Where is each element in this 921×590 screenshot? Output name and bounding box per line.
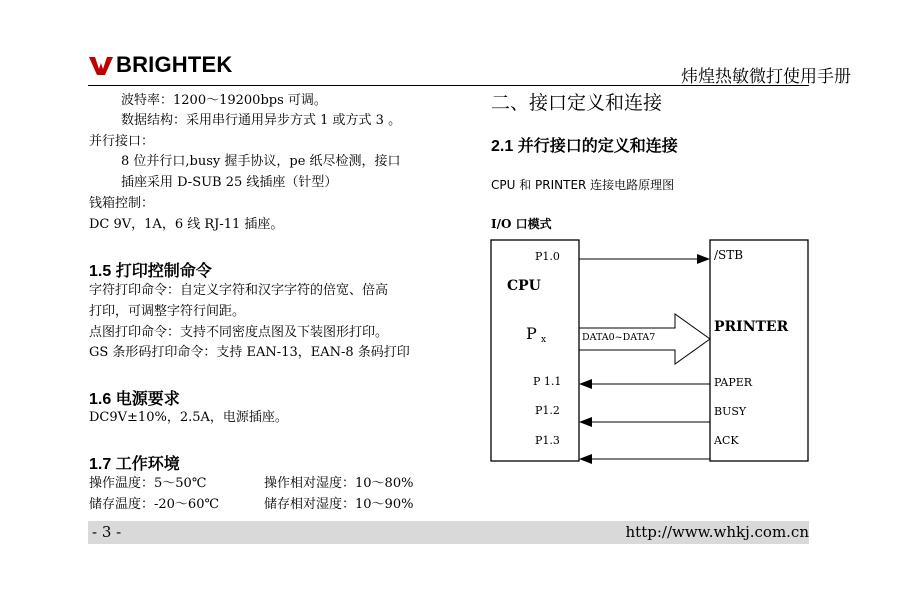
pin-label-stb: /STB xyxy=(714,248,744,262)
cpu-box xyxy=(491,240,579,461)
text-storage-humidity: 储存相对湿度：10～90% xyxy=(264,497,414,512)
document-title: 炜煌热敏微打使用手册 xyxy=(681,67,851,87)
text-line-parallel-heading: 并行接口： xyxy=(89,134,155,149)
px-subscript: x xyxy=(541,335,547,345)
cpu-label: CPU xyxy=(507,278,541,294)
footer-url: http://www.whkj.com.cn xyxy=(625,523,809,541)
text-line-char-cmd-1: 字符打印命令：自定义字符和汉字字符的倍宽、倍高 xyxy=(89,283,389,298)
text-line-baud: 波特率：1200～19200bps 可调。 xyxy=(121,93,327,108)
printer-box xyxy=(710,240,808,461)
section-heading-1-5: 1.5 打印控制命令 xyxy=(89,263,212,280)
io-mode-label: I/O 口模式 xyxy=(491,217,552,231)
text-line-char-cmd-2: 打印，可调整字符行间距。 xyxy=(89,304,246,319)
text-op-humidity: 操作相对湿度：10～80% xyxy=(264,476,414,491)
paper-arrowhead xyxy=(579,379,592,389)
text-line-cashbox-heading: 钱箱控制： xyxy=(89,196,155,211)
chapter-title: 二、接口定义和连接 xyxy=(491,92,663,114)
text-storage-temp: 储存温度：-20～60℃ xyxy=(89,497,220,512)
text-line-barcode-cmd: GS 条形码打印命令：支持 EAN-13，EAN-8 条码打印 xyxy=(89,345,410,360)
section-heading-2-1: 2.1 并行接口的定义和连接 xyxy=(491,138,678,155)
text-line-data-structure: 数据结构：采用串行通用异步方式 1 或方式 3 。 xyxy=(121,113,402,128)
px-label: P xyxy=(526,324,537,343)
stb-arrowhead xyxy=(697,254,710,264)
pin-label-ack: ACK xyxy=(714,434,739,447)
data-bus-label: DATA0~DATA7 xyxy=(582,332,656,343)
section-heading-1-6: 1.6 电源要求 xyxy=(89,391,180,408)
section-heading-1-7: 1.7 工作环境 xyxy=(89,456,180,473)
text-line-parallel-1: 8 位并行口,busy 握手协议，pe 纸尽检测，接口 xyxy=(121,154,401,169)
text-op-temp: 操作温度：5～50℃ xyxy=(89,476,207,491)
busy-arrowhead xyxy=(579,417,592,427)
pin-label-p1-2: P1.2 xyxy=(535,404,560,417)
printer-label: PRINTER xyxy=(714,319,789,335)
pin-label-p1-1: P 1.1 xyxy=(533,375,562,388)
ack-arrowhead xyxy=(579,454,592,464)
connection-diagram xyxy=(489,238,811,464)
diagram-caption: CPU 和 PRINTER 连接电路原理图 xyxy=(491,178,675,192)
pin-label-p1-0: P1.0 xyxy=(535,250,560,263)
page-number: - 3 - xyxy=(92,523,122,541)
text-line-power: DC9V±10%，2.5A，电源插座。 xyxy=(89,410,288,425)
text-line-bitmap-cmd: 点图打印命令：支持不同密度点图及下装图形打印。 xyxy=(89,325,389,340)
text-line-parallel-2: 插座采用 D-SUB 25 线插座（针型） xyxy=(121,175,338,190)
brand-logo xyxy=(88,52,233,78)
pin-label-busy: BUSY xyxy=(714,405,747,418)
pin-label-paper: PAPER xyxy=(714,376,753,389)
logo-mark-icon xyxy=(88,54,114,76)
logo-text: BRIGHTEK xyxy=(116,52,233,77)
header-divider xyxy=(88,85,809,86)
pin-label-p1-3: P1.3 xyxy=(535,434,560,447)
text-line-cashbox: DC 9V，1A，6 线 RJ-11 插座。 xyxy=(89,217,284,232)
